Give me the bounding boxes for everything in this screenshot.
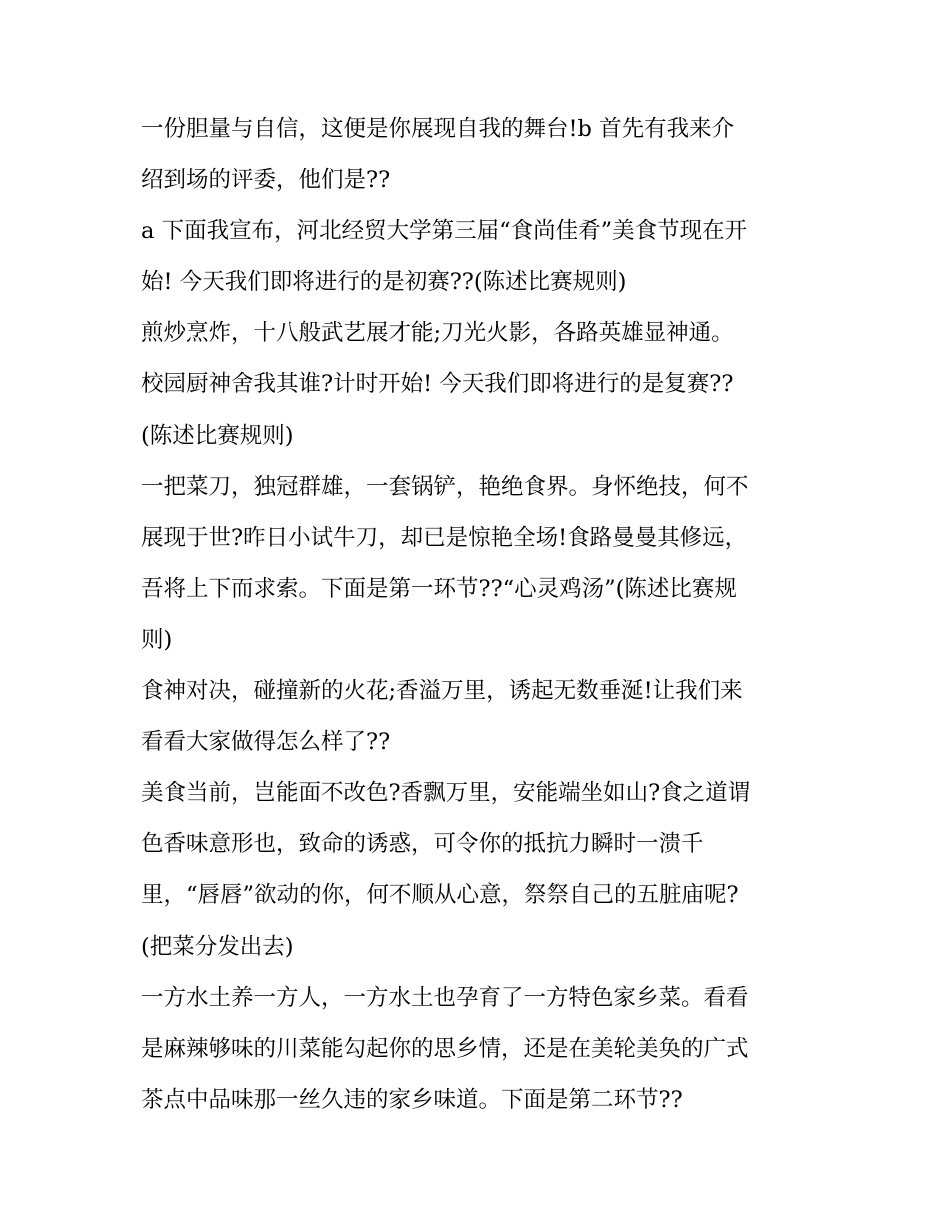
text-line: 食神对决，碰撞新的火花;香溢万里，诱起无数垂涎!让我们来 — [141, 678, 743, 705]
text-line: 是麻辣够味的川菜能勾起你的思乡情，还是在美轮美奂的广式 — [141, 1035, 749, 1062]
text-line: 一方水土养一方人，一方水土也孕育了一方特色家乡菜。看看 — [141, 984, 749, 1011]
text-line: (陈述比赛规则) — [141, 422, 294, 449]
text-line: 展现于世?昨日小试牛刀，却已是惊艳全场!食路曼曼其修远， — [141, 524, 748, 551]
text-line: 看看大家做得怎么样了?? — [141, 729, 391, 756]
text-line: 绍到场的评委，他们是?? — [141, 167, 391, 194]
text-line: 始! 今天我们即将进行的是初赛??(陈述比赛规则) — [141, 269, 627, 296]
text-line: 一把菜刀，独冠群雄，一套锅铲，艳绝食界。身怀绝技，何不 — [141, 473, 749, 500]
text-line: 茶点中品味那一丝久违的家乡味道。下面是第二环节?? — [141, 1086, 683, 1113]
body-text — [141, 104, 821, 1126]
text-line: 美食当前，岂能面不改色?香飘万里，安能端坐如山?食之道谓 — [141, 780, 751, 807]
text-line: 里，“唇唇”欲动的你，何不顺从心意，祭祭自己的五脏庙呢? — [141, 882, 739, 909]
text-line: 校园厨神舍我其谁?计时开始! 今天我们即将进行的是复赛?? — [141, 371, 734, 398]
text-line: 则) — [141, 626, 173, 653]
text-line: 一份胆量与自信，这便是你展现自我的舞台!b 首先有我来介 — [141, 116, 735, 142]
text-line: 吾将上下而求索。下面是第一环节??“心灵鸡汤”(陈述比赛规 — [141, 575, 737, 602]
text-line: a 下面我宣布，河北经贸大学第三届“食尚佳肴”美食节现在开 — [141, 218, 748, 245]
text-line: (把菜分发出去) — [141, 933, 294, 960]
text-line: 煎炒烹炸，十八般武艺展才能;刀光火影，各路英雄显神通。 — [141, 320, 734, 347]
text-line: 色香味意形也，致命的诱惑，可令你的抵抗力瞬时一溃千 — [141, 831, 704, 858]
